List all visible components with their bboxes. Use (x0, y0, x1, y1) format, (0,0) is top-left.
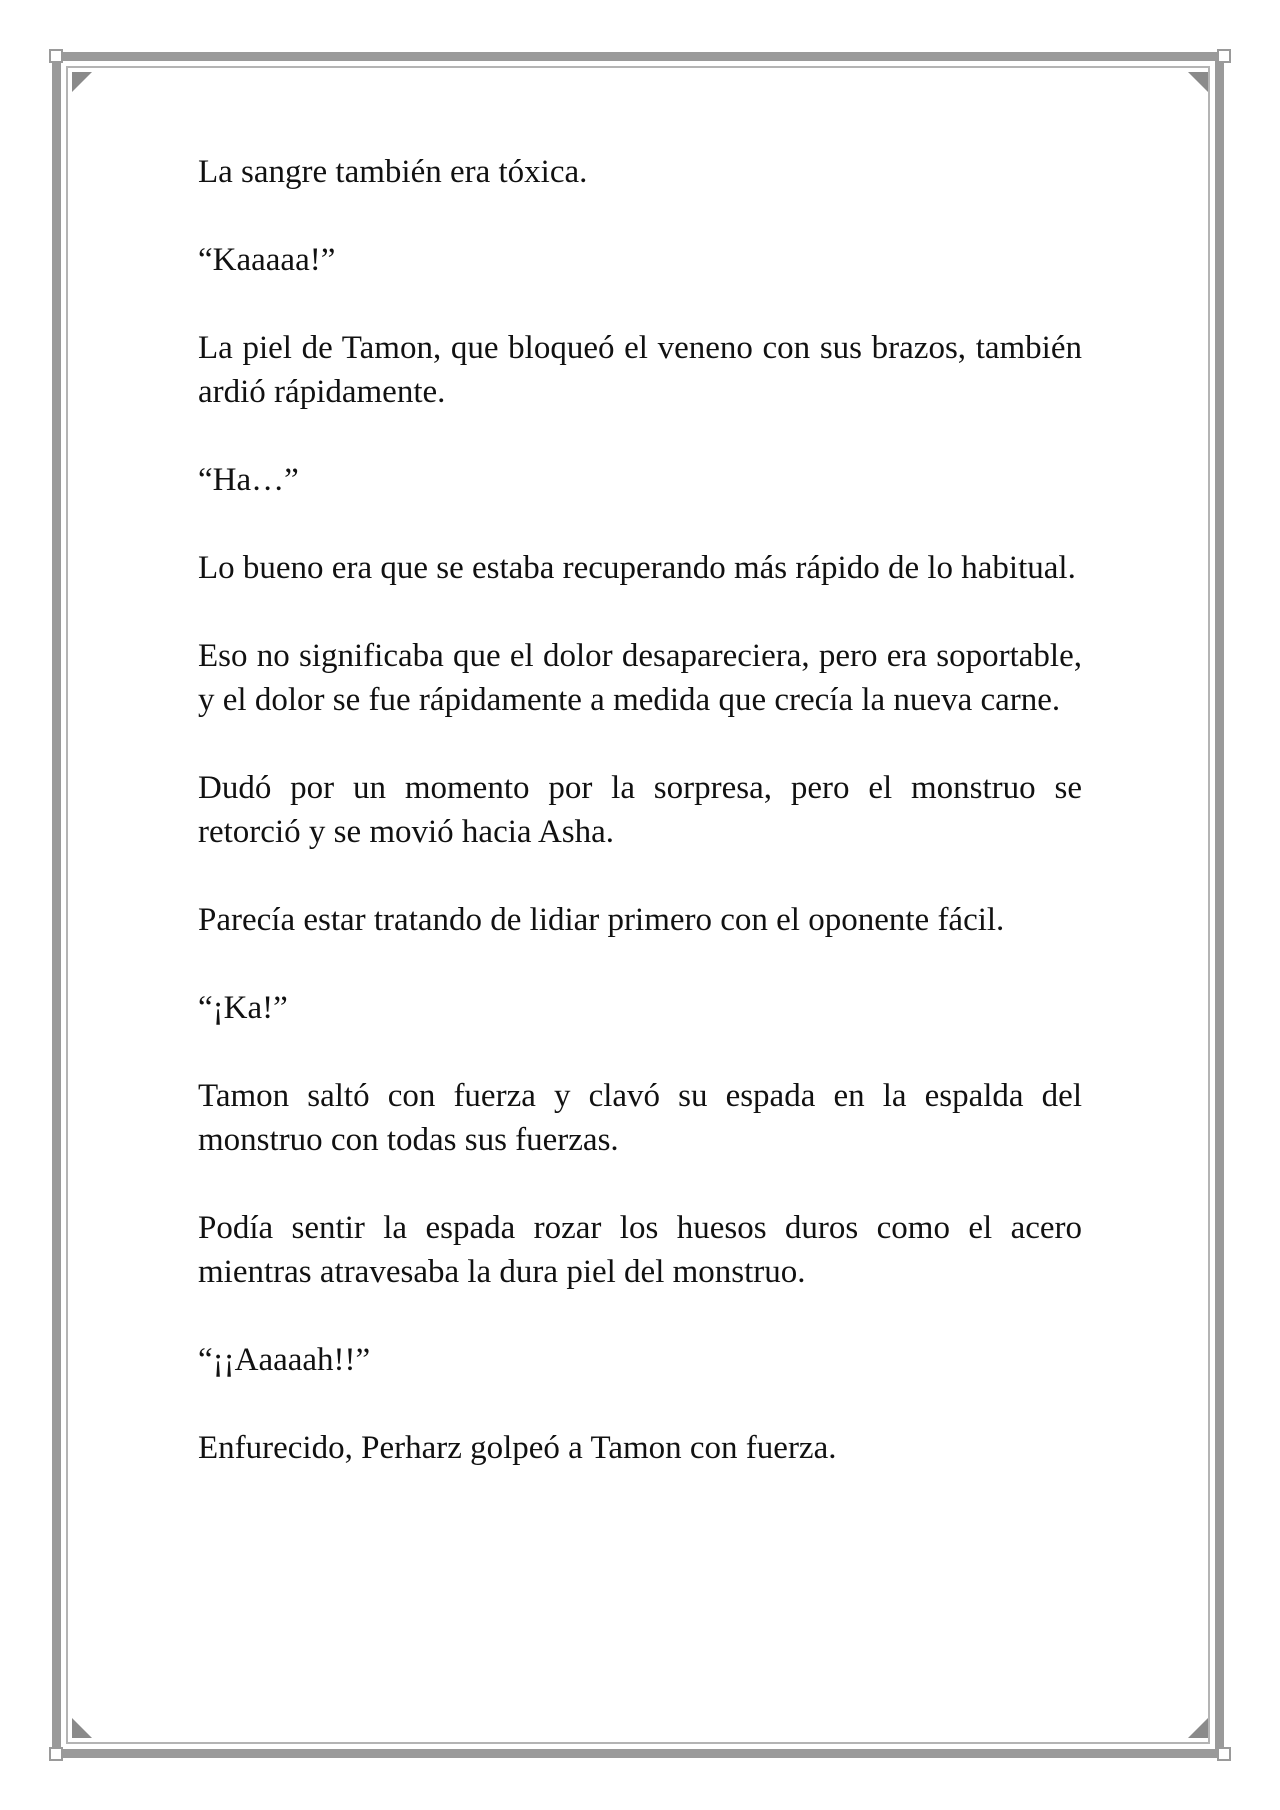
paragraph: La sangre también era tóxica. (198, 154, 588, 190)
page-text-body (198, 150, 1082, 1514)
paragraph: Eso no significaba que el dolor desapareciera, pero era soportable, y el dolor se fue rápidamente a medida que crecía la nueva carne. (198, 638, 1082, 718)
corner-ornament-bottom-left (72, 1718, 92, 1738)
dialogue-line: “Ha…” (198, 462, 299, 498)
corner-ornament-bottom-right (1188, 1718, 1208, 1738)
dialogue-line: “¡¡Aaaaah!!” (198, 1342, 371, 1378)
paragraph: Parecía estar tratando de lidiar primero con el oponente fácil. (198, 902, 1005, 938)
paragraph: La piel de Tamon, que bloqueó el veneno con sus brazos, también ardió rápidamente. (198, 330, 1082, 410)
corner-square-top-right (1217, 49, 1231, 63)
paragraph: Enfurecido, Perharz golpeó a Tamon con fuerza. (198, 1430, 837, 1466)
corner-square-bottom-right (1217, 1747, 1231, 1761)
paragraph: Podía sentir la espada rozar los huesos duros como el acero mientras atravesaba la dura piel del monstruo. (198, 1210, 1082, 1290)
dialogue-line: “¡Ka!” (198, 990, 288, 1026)
corner-ornament-top-left (72, 72, 92, 92)
corner-square-top-left (49, 49, 63, 63)
corner-square-bottom-left (49, 1747, 63, 1761)
paragraph: Tamon saltó con fuerza y clavó su espada en la espalda del monstruo con todas sus fuerzas. (198, 1078, 1082, 1158)
corner-ornament-top-right (1188, 72, 1208, 92)
paragraph: Dudó por un momento por la sorpresa, pero el monstruo se retorció y se movió hacia Asha. (198, 770, 1082, 850)
paragraph: Lo bueno era que se estaba recuperando más rápido de lo habitual. (198, 550, 1076, 586)
dialogue-line: “Kaaaaa!” (198, 242, 336, 278)
